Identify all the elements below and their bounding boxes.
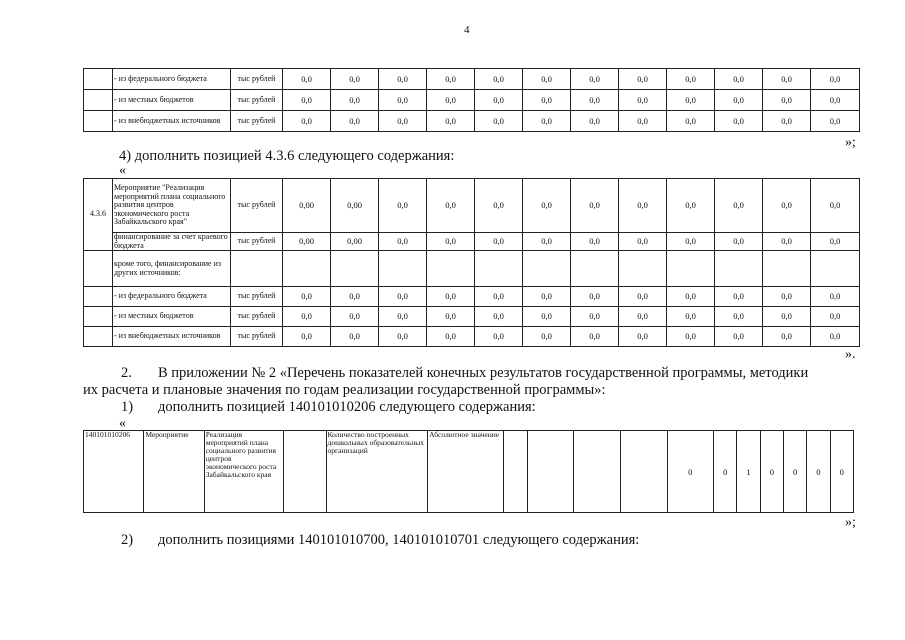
table-row xyxy=(84,111,860,132)
value-cell: 0,0 xyxy=(763,307,811,327)
item-1-text: дополнить позицией 140101010206 следующего содержания: xyxy=(158,399,536,415)
value-cell: 0,0 xyxy=(715,307,763,327)
value-cell: 0,0 xyxy=(811,90,860,111)
item-4-paragraph: 4) дополнить позицией 4.3.6 следующего содержания: xyxy=(119,148,455,164)
table-row xyxy=(84,90,860,111)
value-cell: 0,0 xyxy=(427,90,475,111)
value-cell: 0,0 xyxy=(811,307,860,327)
value-cell: 0,0 xyxy=(379,90,427,111)
row-unit: тыс рублей xyxy=(231,179,283,233)
value-cell: 0,0 xyxy=(571,69,619,90)
row-unit: тыс рублей xyxy=(231,69,283,90)
value-cell: 0,00 xyxy=(283,233,331,251)
row-name: - из местных бюджетов xyxy=(113,307,231,327)
empty-code-cell xyxy=(84,251,113,287)
value-cell xyxy=(379,251,427,287)
value-cell: 0,0 xyxy=(475,90,523,111)
item-2-number: 2) xyxy=(121,532,134,548)
value-cell: 0,0 xyxy=(571,307,619,327)
row-unit: тыс рублей xyxy=(231,327,283,347)
value-cell: 0,0 xyxy=(427,111,475,132)
value-cell: 0,0 xyxy=(811,111,860,132)
value-cell: 0,0 xyxy=(667,287,715,307)
value-cell xyxy=(523,251,571,287)
value-cell: 0,0 xyxy=(667,327,715,347)
value-cell: 0,0 xyxy=(427,179,475,233)
value-cell: 0,0 xyxy=(763,111,811,132)
value-cell: 0,0 xyxy=(523,233,571,251)
value-cell: 0,0 xyxy=(331,287,379,307)
value-cell: 0,0 xyxy=(331,69,379,90)
value-cell: 0,0 xyxy=(571,179,619,233)
value-cell: 0,0 xyxy=(763,287,811,307)
value-cell: 0,0 xyxy=(283,287,331,307)
indicator-name: Реализация мероприятий плана социального развития центров экономического роста Забайкальского края xyxy=(204,431,283,513)
opening-quote-2: « xyxy=(119,163,126,178)
value-cell: 0,0 xyxy=(667,69,715,90)
year-value-cell: 1 xyxy=(737,431,760,513)
year-value-cell: 0 xyxy=(783,431,806,513)
year-value-cell xyxy=(574,431,621,513)
indicator-unit: Абсолютное значение xyxy=(428,431,504,513)
value-cell: 0,0 xyxy=(715,233,763,251)
value-cell: 0,0 xyxy=(571,327,619,347)
value-cell: 0,0 xyxy=(571,90,619,111)
value-cell: 0,0 xyxy=(619,327,667,347)
value-cell: 0,0 xyxy=(811,69,860,90)
row-unit: тыс рублей xyxy=(231,111,283,132)
value-cell: 0,0 xyxy=(667,111,715,132)
value-cell: 0,0 xyxy=(811,287,860,307)
value-cell: 0,0 xyxy=(715,287,763,307)
value-cell: 0,0 xyxy=(283,327,331,347)
value-cell: 0,00 xyxy=(283,179,331,233)
value-cell: 0,0 xyxy=(283,69,331,90)
item-2-text: дополнить позициями 140101010700, 140101010701 следующего содержания: xyxy=(158,532,640,548)
value-cell: 0,00 xyxy=(331,233,379,251)
value-cell: 0,0 xyxy=(331,327,379,347)
value-cell: 0,0 xyxy=(763,233,811,251)
indicator-description: Количество построенных дошкольных образовательных организаций xyxy=(326,431,428,513)
value-cell xyxy=(811,251,860,287)
value-cell: 0,0 xyxy=(763,327,811,347)
value-cell: 0,0 xyxy=(331,90,379,111)
value-cell xyxy=(763,251,811,287)
empty-code-cell xyxy=(84,111,113,132)
value-cell xyxy=(427,251,475,287)
funding-table-top xyxy=(83,68,860,132)
value-cell: 0,0 xyxy=(523,69,571,90)
value-cell: 0,0 xyxy=(475,287,523,307)
value-cell: 0,0 xyxy=(619,90,667,111)
table-row xyxy=(84,287,860,307)
value-cell: 0,0 xyxy=(715,111,763,132)
value-cell: 0,0 xyxy=(379,69,427,90)
empty-code-cell xyxy=(84,307,113,327)
value-cell: 0,0 xyxy=(619,69,667,90)
year-value-cell: 0 xyxy=(760,431,783,513)
empty-code-cell xyxy=(84,90,113,111)
closing-quote-2: ». xyxy=(845,347,856,362)
value-cell: 0,0 xyxy=(667,233,715,251)
position-code: 4.3.6 xyxy=(84,179,113,251)
section-2-number: 2. xyxy=(121,365,132,381)
section-2-line-2: их расчета и плановые значения по годам реализации государственной программы»: xyxy=(83,382,606,398)
row-name: - из внебюджетных источников xyxy=(113,111,231,132)
value-cell: 0,0 xyxy=(283,90,331,111)
value-cell: 0,0 xyxy=(571,287,619,307)
value-cell: 0,0 xyxy=(427,307,475,327)
year-value-cell xyxy=(527,431,574,513)
row-name: - из федерального бюджета xyxy=(113,69,231,90)
row-unit: тыс рублей xyxy=(231,307,283,327)
empty-code-cell xyxy=(84,327,113,347)
value-cell: 0,0 xyxy=(667,307,715,327)
value-cell: 0,0 xyxy=(475,69,523,90)
indicator-table xyxy=(83,430,854,513)
value-cell: 0,0 xyxy=(811,327,860,347)
indicator-code: 140101010206 xyxy=(84,431,144,513)
year-value-cell: 0 xyxy=(830,431,853,513)
row-name: финансирование за счет краевого бюджета xyxy=(113,233,231,251)
value-cell: 0,0 xyxy=(523,90,571,111)
value-cell: 0,0 xyxy=(523,111,571,132)
value-cell: 0,0 xyxy=(475,307,523,327)
value-cell xyxy=(331,251,379,287)
empty-code-cell xyxy=(84,287,113,307)
value-cell xyxy=(475,251,523,287)
row-name: - из внебюджетных источников xyxy=(113,327,231,347)
value-cell: 0,0 xyxy=(379,179,427,233)
value-cell: 0,0 xyxy=(379,287,427,307)
value-cell: 0,0 xyxy=(667,90,715,111)
year-value-cell xyxy=(620,431,667,513)
value-cell: 0,0 xyxy=(523,287,571,307)
value-cell: 0,0 xyxy=(619,287,667,307)
year-value-cell: 0 xyxy=(714,431,737,513)
value-cell: 0,0 xyxy=(475,233,523,251)
value-cell: 0,0 xyxy=(427,327,475,347)
value-cell: 0,00 xyxy=(331,179,379,233)
year-value-cell: 0 xyxy=(807,431,830,513)
table-row xyxy=(84,307,860,327)
empty-code-cell xyxy=(84,69,113,90)
value-cell: 0,0 xyxy=(715,327,763,347)
row-unit: тыс рублей xyxy=(231,233,283,251)
value-cell xyxy=(715,251,763,287)
value-cell: 0,0 xyxy=(619,179,667,233)
row-name: кроме того, финансирование из других источников: xyxy=(113,251,231,287)
row-name: - из федерального бюджета xyxy=(113,287,231,307)
row-name: - из местных бюджетов xyxy=(113,90,231,111)
value-cell xyxy=(667,251,715,287)
table-row xyxy=(84,327,860,347)
funding-table-4-3-6 xyxy=(83,178,860,347)
value-cell: 0,0 xyxy=(811,179,860,233)
value-cell: 0,0 xyxy=(619,233,667,251)
value-cell: 0,0 xyxy=(667,179,715,233)
value-cell xyxy=(619,251,667,287)
value-cell: 0,0 xyxy=(523,307,571,327)
value-cell: 0,0 xyxy=(379,111,427,132)
value-cell: 0,0 xyxy=(475,179,523,233)
value-cell: 0,0 xyxy=(427,287,475,307)
value-cell: 0,0 xyxy=(379,233,427,251)
value-cell: 0,0 xyxy=(715,90,763,111)
value-cell xyxy=(283,251,331,287)
page-number: 4 xyxy=(464,24,470,36)
value-cell: 0,0 xyxy=(763,69,811,90)
item-1-number: 1) xyxy=(121,399,134,415)
value-cell: 0,0 xyxy=(475,327,523,347)
year-value-cell xyxy=(504,431,527,513)
value-cell: 0,0 xyxy=(619,111,667,132)
value-cell: 0,0 xyxy=(619,307,667,327)
row-unit xyxy=(231,251,283,287)
value-cell: 0,0 xyxy=(523,179,571,233)
value-cell: 0,0 xyxy=(427,233,475,251)
table-row xyxy=(84,251,860,287)
indicator-type: Мероприятие xyxy=(144,431,204,513)
closing-quote-1: »; xyxy=(845,135,856,150)
table-row xyxy=(84,233,860,251)
value-cell: 0,0 xyxy=(379,327,427,347)
section-2-line-1: В приложении № 2 «Перечень показателей конечных результатов государственной программы, методики xyxy=(158,365,809,381)
year-value-cell: 0 xyxy=(667,431,714,513)
value-cell: 0,0 xyxy=(571,233,619,251)
value-cell: 0,0 xyxy=(715,179,763,233)
value-cell: 0,0 xyxy=(427,69,475,90)
value-cell: 0,0 xyxy=(331,307,379,327)
value-cell: 0,0 xyxy=(715,69,763,90)
row-name: Мероприятие "Реализация мероприятий плана социального развития центров экономического роста Забайкальского края" xyxy=(113,179,231,233)
value-cell: 0,0 xyxy=(763,179,811,233)
value-cell: 0,0 xyxy=(571,111,619,132)
value-cell: 0,0 xyxy=(283,307,331,327)
value-cell: 0,0 xyxy=(763,90,811,111)
indicator-empty-cell xyxy=(284,431,326,513)
row-unit: тыс рублей xyxy=(231,287,283,307)
opening-quote-3: « xyxy=(119,416,126,431)
value-cell xyxy=(571,251,619,287)
table-row xyxy=(84,69,860,90)
value-cell: 0,0 xyxy=(475,111,523,132)
value-cell: 0,0 xyxy=(283,111,331,132)
table-row xyxy=(84,179,860,233)
value-cell: 0,0 xyxy=(331,111,379,132)
value-cell: 0,0 xyxy=(811,233,860,251)
closing-quote-3: »; xyxy=(845,515,856,530)
value-cell: 0,0 xyxy=(379,307,427,327)
row-unit: тыс рублей xyxy=(231,90,283,111)
value-cell: 0,0 xyxy=(523,327,571,347)
